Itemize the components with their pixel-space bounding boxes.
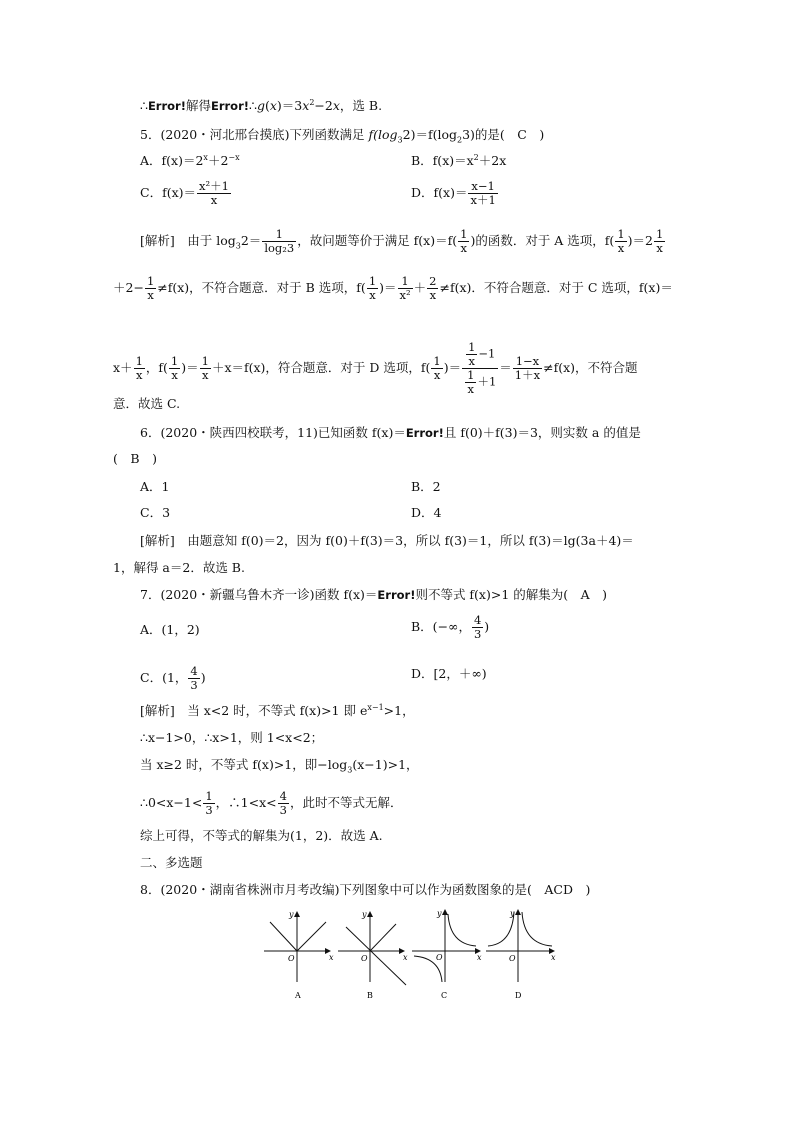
graph-a-x: x	[329, 953, 334, 962]
q5-option-a: A．$f(x)=2^x+2^{-x}$	[140, 152, 240, 168]
q7-analysis-line5: 综上可得，不等式的解集为(1，2)．故选 A.	[140, 828, 383, 843]
q4-conclusion: ∴Error!解得$Error!\therefore g(x)=3x^2-2x$，选 B.	[140, 97, 383, 113]
graph-b-label: B	[367, 991, 373, 1000]
graph-d	[486, 910, 554, 982]
q6-answer: ( B )	[113, 451, 157, 466]
q7-option-d: D．[2，＋∞)	[411, 666, 487, 681]
q7-option-c: C．(1， $\frac{4}{3}$ )	[140, 664, 206, 692]
q5-analysis-line1: [解析] 由于 $\log_32=$ $\frac{1}{\text{log₂3}}$ ，故问题等价于满足 f(x)＝f( $\frac{1}{x}$ )的函数．对于 A 选项，f( $\frac{1}{x}$ )＝2 $\frac{1}{x}$	[140, 227, 664, 255]
graph-d-x: x	[551, 953, 556, 962]
q7-stem: 7．(2020・新疆乌鲁木齐一诊)函数 f(x)＝Error!则不等式 f(x)>1 的解集为( A )	[140, 587, 608, 602]
graph-c	[412, 910, 480, 982]
graph-b-y: y	[362, 910, 367, 919]
q5-option-b: B．$f(x)=x^2+2x$	[411, 152, 507, 168]
q6-option-b: B．2	[411, 479, 441, 494]
graph-a-o: O	[288, 954, 295, 963]
graph-b	[338, 912, 406, 985]
graph-d-label: D	[515, 991, 522, 1000]
q5-stem: 5．(2020・河北邢台摸底)下列函数满足 $f(\log_32)=f(\log_23)$的是( C )	[140, 127, 545, 145]
q8-graphs	[262, 906, 562, 1010]
q7-analysis-line1: [解析] 当 x<2 时，不等式 f(x)>1 即 $e^{x-1}>1$，	[140, 702, 415, 718]
q6-option-a: A．1	[140, 479, 170, 494]
q6-analysis-line2: 1，解得 a＝2．故选 B.	[113, 560, 245, 575]
q7-option-b: B．(−∞， $\frac{4}{3}$ )	[411, 613, 490, 641]
q5-analysis-line4: 意．故选 C.	[113, 396, 181, 411]
graph-b-o: O	[361, 954, 368, 963]
graph-c-x: x	[477, 953, 482, 962]
q5-analysis-line3: x＋ $\frac{1}{x}$ ，f( $\frac{1}{x}$ )＝ $\frac{1}{x}$ ＋x＝f(x)，符合题意．对于 D 选项，f( $\frac{1}{x}$ )＝ $\frac{1}{x}$ −1 $\frac{1}{x}$ ＋1 ＝ $\frac{1-x}{1+x}$ ≠f(x)，不符合题	[113, 340, 638, 396]
q7-option-a: A．(1，2)	[140, 622, 200, 637]
q7-analysis-line2: ∴x−1>0，∴x>1，则 1<x<2；	[140, 730, 324, 745]
q6-stem: 6．(2020・陕西四校联考，11)已知函数 f(x)＝Error!且 f(0)＋f(3)＝3，则实数 a 的值是	[140, 425, 641, 440]
q7-analysis-line3: 当 x≥2 时，不等式 f(x)>1，即$-\log_3(x-1)>1$，	[140, 757, 419, 775]
graph-d-o: O	[509, 954, 516, 963]
q6-option-d: D．4	[411, 505, 442, 520]
q5-option-d: D．f(x)＝ $\frac{x-1}{x+1}$	[411, 179, 496, 207]
q6-analysis-line1: [解析] 由题意知 f(0)＝2，因为 f(0)＋f(3)＝3，所以 f(3)＝1，所以 f(3)＝lg(3a＋4)＝	[140, 533, 634, 548]
q6-option-c: C．3	[140, 505, 171, 520]
graph-c-label: C	[441, 991, 448, 1000]
graph-c-y: y	[437, 909, 442, 918]
q8-stem: 8．(2020・湖南省株洲市月考改编)下列图象中可以作为函数图象的是( ACD )	[140, 882, 591, 897]
graph-c-o: O	[436, 953, 443, 962]
section-multiple-choice: 二、多选题	[140, 855, 203, 870]
graph-b-x: x	[403, 953, 408, 962]
q5-option-c: C．f(x)＝ $\frac{\text{x²＋1}}{x}$	[140, 179, 229, 207]
graph-a-label: A	[295, 991, 301, 1000]
q7-analysis-line4: ∴0<x−1< $\frac{1}{3}$ ，∴1<x< $\frac{4}{3}$ ，此时不等式无解．	[140, 789, 403, 817]
q5-analysis-line2: ＋2− $\frac{1}{x}$ ≠f(x)，不符合题意．对于 B 选项，f( $\frac{1}{x}$ )＝ $\frac{1}{\text{x²}}$ ＋ $\frac{2}{x}$ ≠f(x)．不符合题意．对于 C 选项，f(x)＝	[113, 274, 673, 302]
graph-d-y: y	[510, 909, 515, 918]
graph-a	[264, 912, 330, 982]
graph-a-y: y	[289, 910, 294, 919]
